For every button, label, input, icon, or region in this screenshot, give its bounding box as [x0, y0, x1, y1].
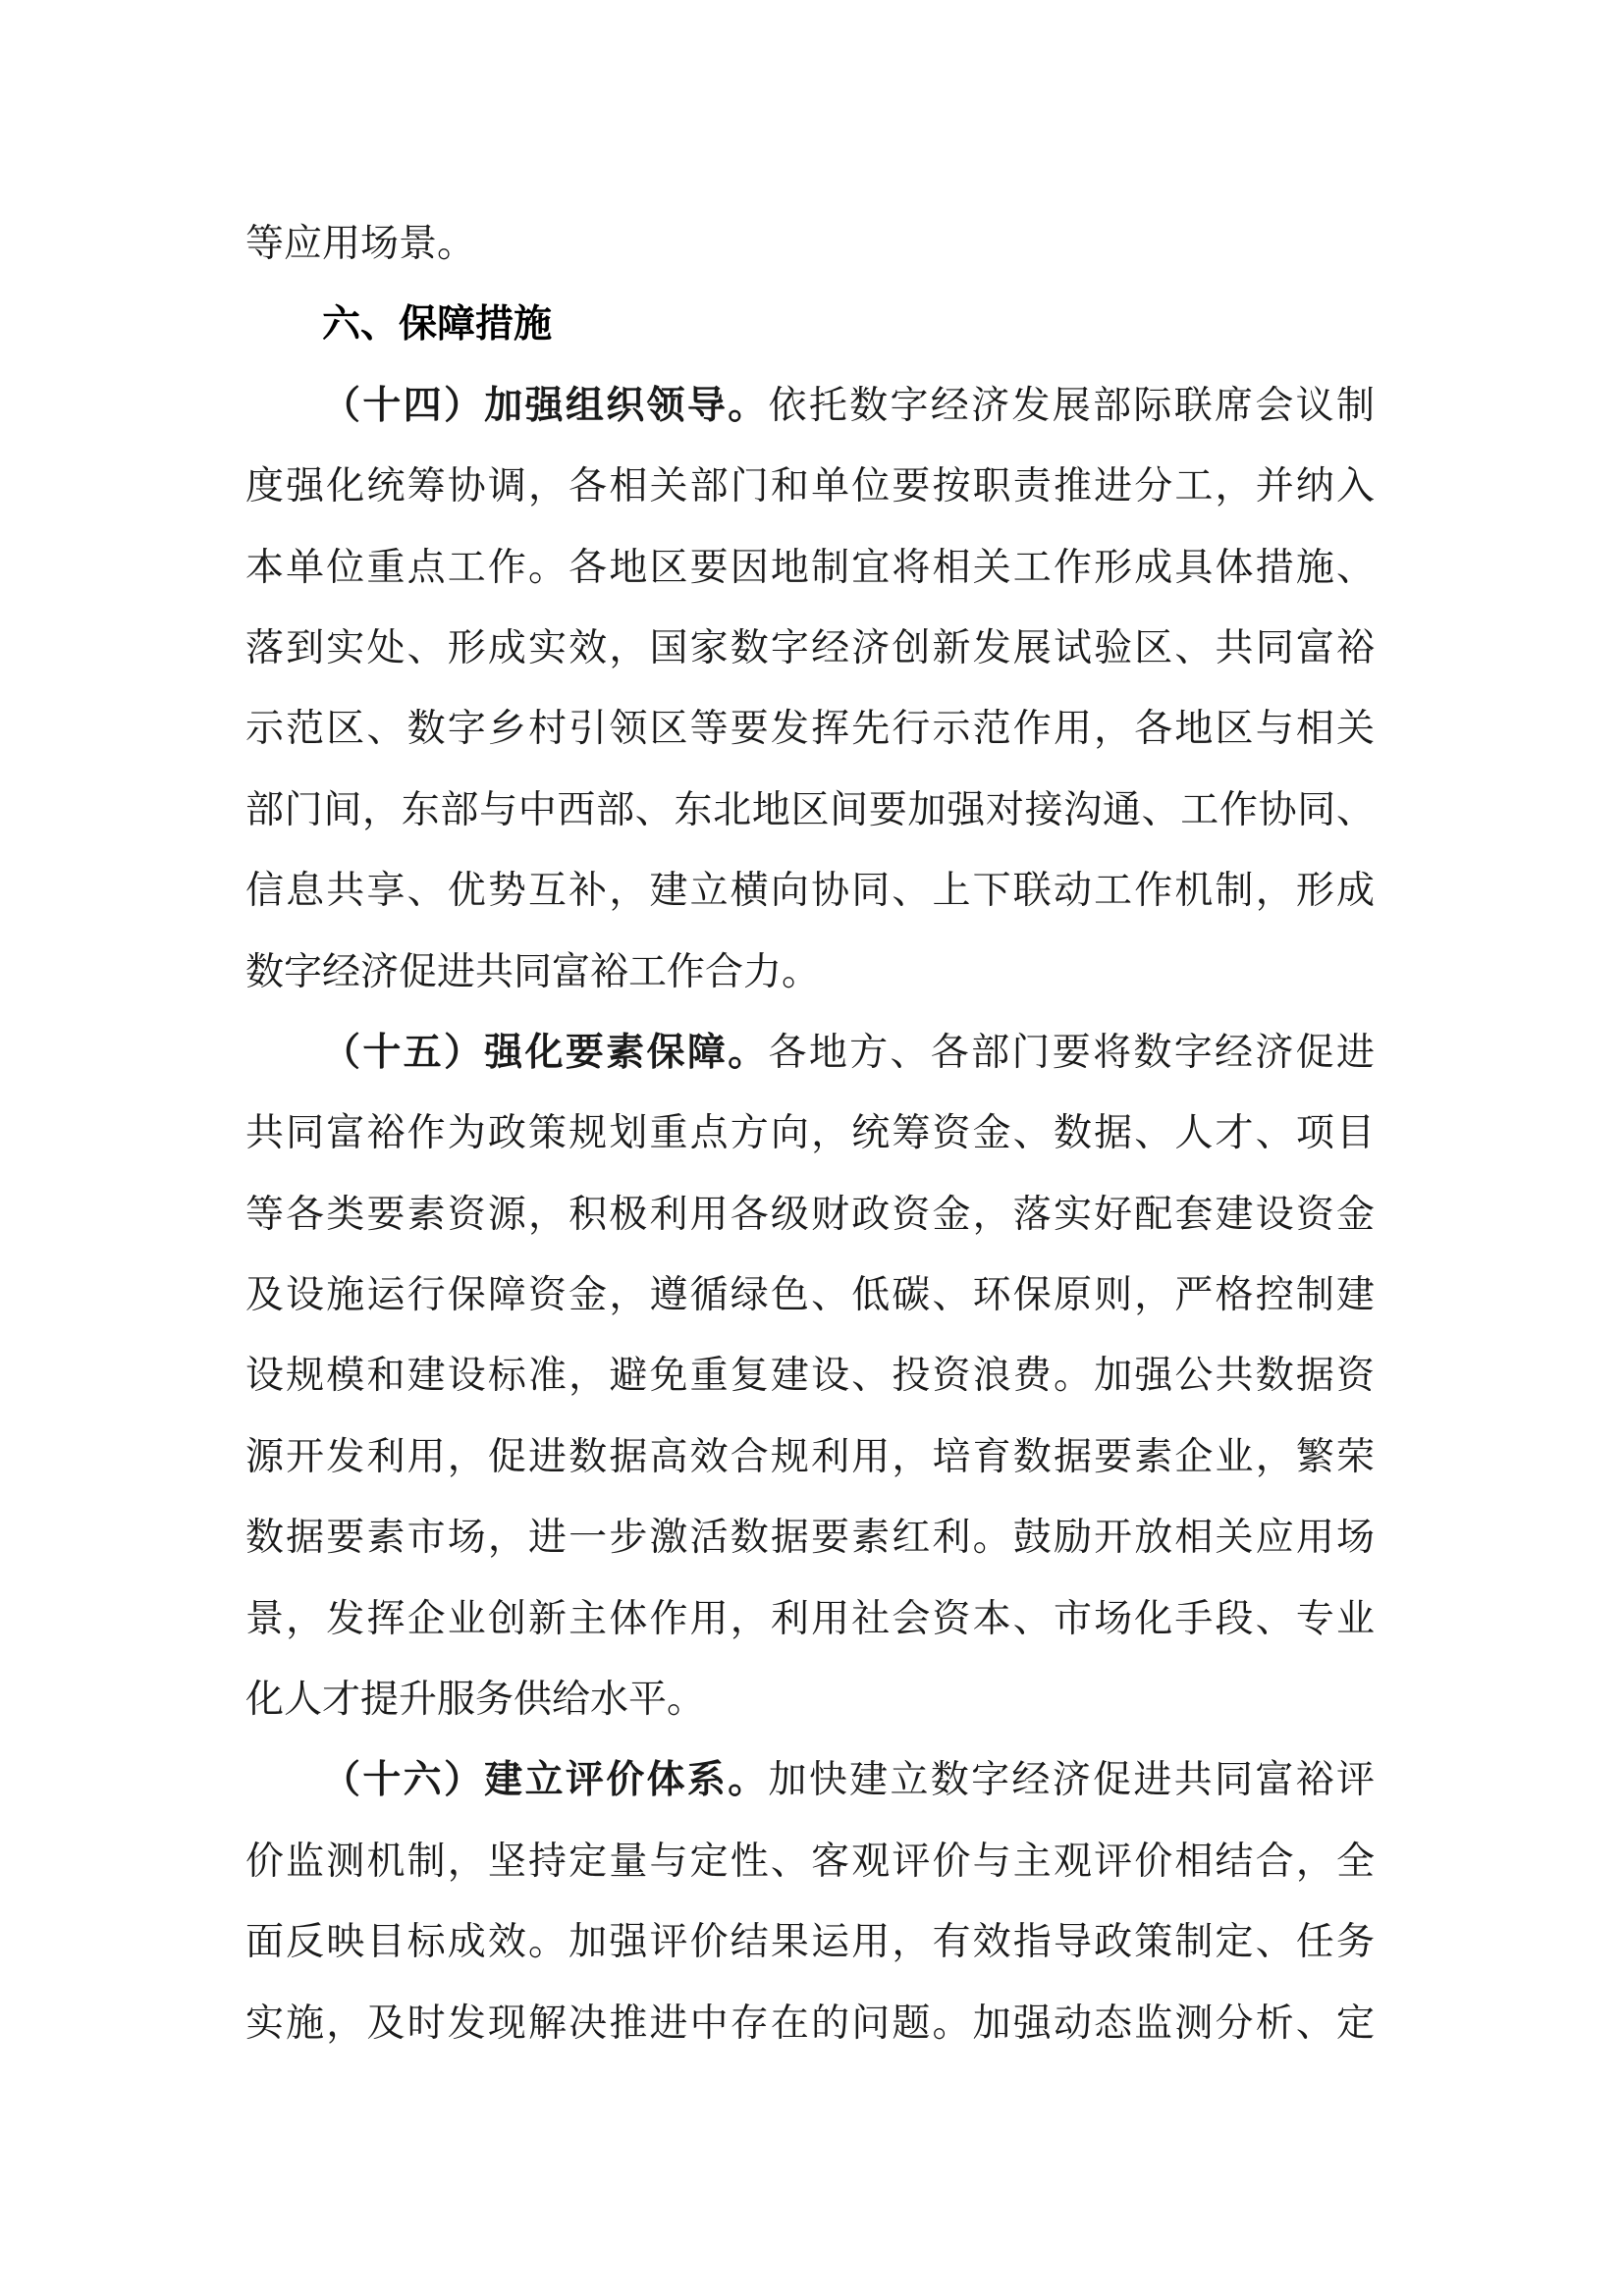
text-line: [245, 1417, 1375, 1498]
text-line: [245, 528, 1375, 609]
text-line: [245, 1822, 1375, 1902]
text-run: 各地方、各部门要将数字经济促进: [768, 1031, 1375, 1074]
text-line: [245, 1498, 1375, 1578]
text-run: 价监测机制，坚持定量与定性、客观评价与主观评价相结合，全: [245, 1840, 1375, 1883]
text-line: [245, 771, 1375, 851]
text-line: [245, 689, 1375, 770]
text-run: 依托数字经济发展部际联席会议制: [768, 384, 1375, 427]
text-line: [245, 609, 1375, 689]
text-line: [245, 1660, 1375, 1740]
text-line: [245, 851, 1375, 932]
text-line: [245, 1579, 1375, 1660]
text-run: 加快建立数字经济促进共同富裕评: [768, 1759, 1375, 1802]
text-line: [245, 1984, 1375, 2064]
text-line: [245, 447, 1375, 527]
text-line: [245, 1094, 1375, 1174]
text-line: [245, 1740, 1375, 1821]
text-run: 实施，及时发现解决推进中存在的问题。加强动态监测分析、定: [245, 2002, 1375, 2045]
text-run: 面反映目标成效。加强评价结果运用，有效指导政策制定、任务: [245, 1921, 1375, 1964]
section-heading: [245, 285, 1375, 365]
text-run: 等各类要素资源，积极利用各级财政资金，落实好配套建设资金: [245, 1193, 1375, 1236]
text-line: [245, 1013, 1375, 1094]
text-run: 落到实处、形成实效，国家数字经济创新发展试验区、共同富裕: [245, 626, 1375, 669]
text-run: 部门间，东部与中西部、东北地区间要加强对接沟通、工作协同、: [245, 788, 1375, 831]
text-run: 本单位重点工作。各地区要因地制宜将相关工作形成具体措施、: [245, 546, 1375, 589]
text-run: 共同富裕作为政策规划重点方向，统筹资金、数据、人才、项目: [245, 1112, 1375, 1155]
text-run: 景，发挥企业创新主体作用，利用社会资本、市场化手段、专业: [245, 1597, 1375, 1640]
text-run: 数据要素市场，进一步激活数据要素红利。鼓励开放相关应用场: [245, 1517, 1375, 1560]
text-line: [245, 366, 1375, 447]
text-run: 设规模和建设标准，避免重复建设、投资浪费。加强公共数据资: [245, 1355, 1375, 1398]
text-line: [245, 933, 1375, 1013]
text-run: 源开发利用，促进数据高效合规利用，培育数据要素企业，繁荣: [245, 1435, 1375, 1478]
text-line: [245, 1255, 1375, 1336]
bold-run: （十四）加强组织领导。: [322, 384, 769, 427]
text-run: 数字经济促进共同富裕工作合力。: [245, 950, 821, 993]
bold-run: （十五）强化要素保障。: [322, 1031, 769, 1074]
bold-run: （十六）建立评价体系。: [322, 1759, 769, 1802]
text-run: 等应用场景。: [245, 223, 476, 265]
text-run: 示范区、数字乡村引领区等要发挥先行示范作用，各地区与相关: [245, 708, 1375, 751]
bold-run: 六、保障措施: [322, 303, 553, 347]
text-block: [245, 204, 1375, 2064]
text-run: 化人才提升服务供给水平。: [245, 1679, 706, 1722]
text-run: 信息共享、优势互补，建立横向协同、上下联动工作机制，形成: [245, 870, 1375, 913]
text-run: 度强化统筹协调，各相关部门和单位要按职责推进分工，并纳入: [245, 465, 1375, 508]
text-line: [245, 1175, 1375, 1255]
text-line: [245, 1336, 1375, 1416]
text-run: 及设施运行保障资金，遵循绿色、低碳、环保原则，严格控制建: [245, 1274, 1375, 1317]
text-line: [245, 1902, 1375, 1983]
text-line: [245, 204, 1375, 285]
